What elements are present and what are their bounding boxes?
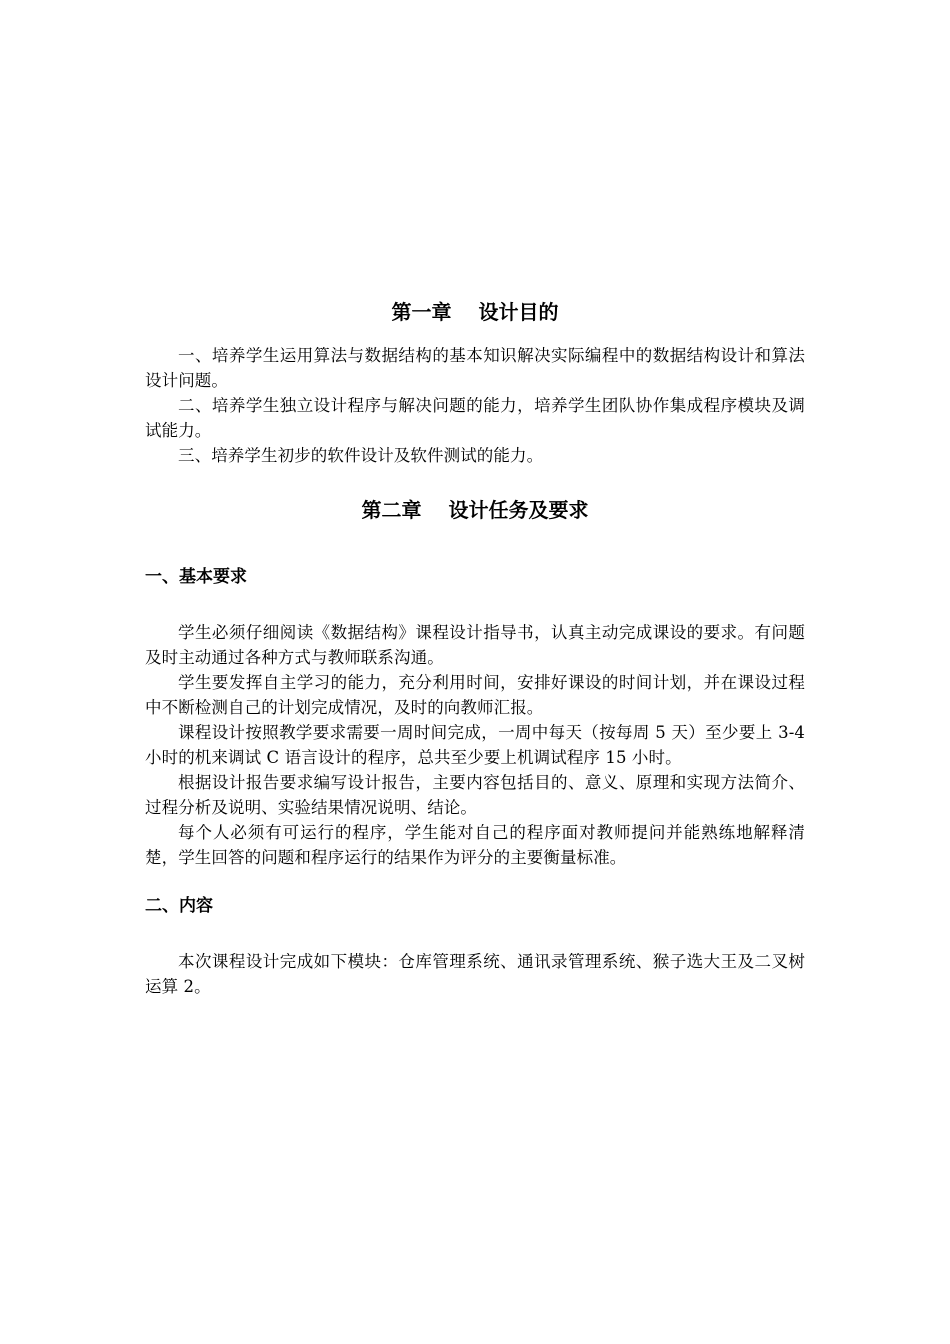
content-body — [145, 949, 805, 999]
chapter-1-title: 第一章 设计目的 — [391, 300, 559, 324]
content-paragraph: 本次课程设计完成如下模块：仓库管理系统、通讯录管理系统、猴子选大王及二叉树运算 2。 — [145, 952, 805, 996]
section-basic-requirements-heading: 一、基本要求 — [145, 567, 247, 587]
chapter-1-body — [145, 343, 805, 468]
requirement-paragraph: 学生要发挥自主学习的能力，充分利用时间，安排好课设的时间计划，并在课设过程中不断检测自己的计划完成情况，及时的向教师汇报。 — [145, 673, 805, 717]
requirement-paragraph: 根据设计报告要求编写设计报告，主要内容包括目的、意义、原理和实现方法简介、过程分析及说明、实验结果情况说明、结论。 — [145, 773, 805, 817]
objective-paragraph: 一、培养学生运用算法与数据结构的基本知识解决实际编程中的数据结构设计和算法设计问题。 — [145, 346, 805, 390]
objective-paragraph: 二、培养学生独立设计程序与解决问题的能力，培养学生团队协作集成程序模块及调试能力。 — [145, 396, 805, 440]
basic-requirements-body — [145, 620, 805, 870]
requirement-paragraph: 每个人必须有可运行的程序，学生能对自己的程序面对教师提问并能熟练地解释清楚，学生回答的问题和程序运行的结果作为评分的主要衡量标准。 — [145, 823, 805, 867]
requirement-paragraph: 课程设计按照教学要求需要一周时间完成，一周中每天（按每周 5 天）至少要上 3-4 小时的机来调试 C 语言设计的程序，总共至少要上机调试程序 15 小时。 — [145, 723, 805, 767]
section-content-heading: 二、内容 — [145, 896, 213, 916]
chapter-2-title: 第二章 设计任务及要求 — [361, 498, 589, 522]
requirement-paragraph: 学生必须仔细阅读《数据结构》课程设计指导书，认真主动完成课设的要求。有问题及时主动通过各种方式与教师联系沟通。 — [145, 623, 805, 667]
objective-paragraph: 三、培养学生初步的软件设计及软件测试的能力。 — [178, 446, 544, 465]
